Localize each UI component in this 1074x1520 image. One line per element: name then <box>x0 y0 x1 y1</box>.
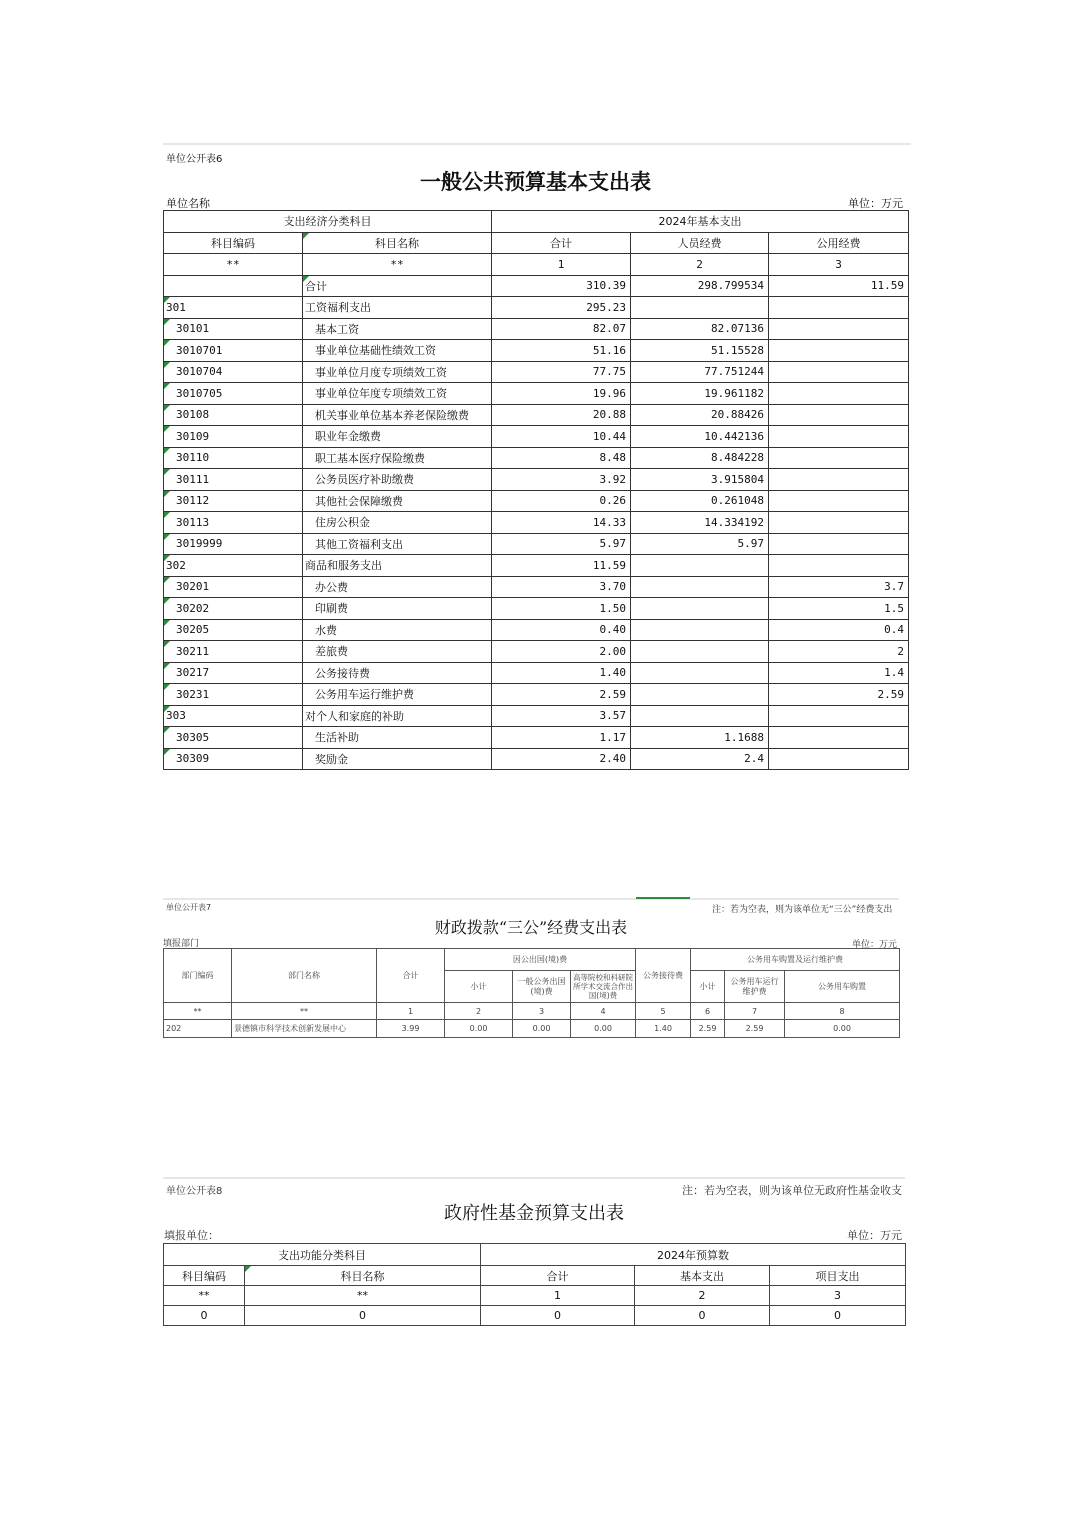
col-project-expenditure: 项目支出 <box>770 1266 906 1286</box>
h-vehicle-subtotal: 小计 <box>691 971 725 1003</box>
table-row <box>164 361 909 383</box>
subject-code-cell: 30309 <box>164 748 303 770</box>
total-name-cell: 合计 <box>303 275 492 297</box>
personnel-cell: 77.751244 <box>631 361 769 383</box>
subject-code-cell: 30211 <box>164 641 303 663</box>
public-cell: 0.4 <box>769 619 909 641</box>
public-cell <box>769 705 909 727</box>
h-vehicle-expense: 公务用车购置及运行维护费 <box>691 949 900 971</box>
personnel-cell <box>631 705 769 727</box>
total-cell: 295.23 <box>492 297 631 319</box>
public-cell: 3.7 <box>769 576 909 598</box>
subject-code-cell: 3010704 <box>164 361 303 383</box>
subject-name-cell: 公务用车运行维护费 <box>303 684 492 706</box>
public-cell <box>769 426 909 448</box>
table-row <box>164 383 909 405</box>
subject-code-cell: 30205 <box>164 619 303 641</box>
data-cell: 0.00 <box>571 1020 636 1038</box>
total-cell: 2.59 <box>492 684 631 706</box>
col-basic-expenditure: 基本支出 <box>635 1266 770 1286</box>
subject-code-cell: 30113 <box>164 512 303 534</box>
data-cell: 0.00 <box>445 1020 513 1038</box>
table-row <box>164 512 909 534</box>
subject-name-cell: 职业年金缴费 <box>303 426 492 448</box>
total-cell: 20.88 <box>492 404 631 426</box>
table-row <box>164 469 909 491</box>
index-cell: 2 <box>445 1003 513 1020</box>
subject-code-cell: 30110 <box>164 447 303 469</box>
subject-name-cell: 机关事业单位基本养老保险缴费 <box>303 404 492 426</box>
table-row <box>164 340 909 362</box>
col-total: 合计 <box>492 232 631 254</box>
total-cell: 2.40 <box>492 748 631 770</box>
total-cell: 8.48 <box>492 447 631 469</box>
subject-code-cell: 30101 <box>164 318 303 340</box>
unit-name-label: 单位名称 <box>166 197 210 210</box>
subject-name-cell: 事业单位年度专项绩效工资 <box>303 383 492 405</box>
subject-name-cell: 事业单位月度专项绩效工资 <box>303 361 492 383</box>
h-vehicle-buy: 公务用车购置 <box>785 971 900 1003</box>
col-subject-code: 科目编码 <box>164 232 303 254</box>
total-cell: 19.96 <box>492 383 631 405</box>
table3-title: 政府性基金预算支出表 <box>444 1203 624 1224</box>
personnel-cell: 14.334192 <box>631 512 769 534</box>
public-cell: 1.4 <box>769 662 909 684</box>
personnel-cell: 1.1688 <box>631 727 769 749</box>
h-reception-expense: 公务接待费 <box>636 949 691 1003</box>
index-cell: 3 <box>513 1003 571 1020</box>
index-cell: 5 <box>636 1003 691 1020</box>
h-dept-code: 部门编码 <box>164 949 232 1003</box>
table2-note: 注：若为空表，则为该单位无“三公”经费支出 <box>712 905 893 915</box>
table3-group-header-row <box>164 1244 906 1266</box>
col-total: 合计 <box>481 1266 635 1286</box>
data-cell: 0 <box>635 1306 770 1326</box>
table-row <box>164 619 909 641</box>
subject-code-cell: 302 <box>164 555 303 577</box>
personnel-cell: 3.915804 <box>631 469 769 491</box>
index-cell: ** <box>245 1286 481 1306</box>
general-budget-basic-expenditure-table <box>163 210 909 770</box>
table3-index-row <box>164 1286 906 1306</box>
sheet2-selection-marker <box>636 897 690 899</box>
table-row <box>164 555 909 577</box>
table-row <box>164 705 909 727</box>
total-sum-cell: 310.39 <box>492 275 631 297</box>
subject-name-cell: 住房公积金 <box>303 512 492 534</box>
col-subject-name: 科目名称 <box>303 232 492 254</box>
personnel-cell: 2.4 <box>631 748 769 770</box>
personnel-cell: 10.442136 <box>631 426 769 448</box>
subject-code-cell: 30111 <box>164 469 303 491</box>
total-personnel-cell: 298.799534 <box>631 275 769 297</box>
subject-code-cell: 3010701 <box>164 340 303 362</box>
total-cell: 1.40 <box>492 662 631 684</box>
h-abroad-expense: 因公出国(境)费 <box>445 949 636 971</box>
h-vehicle-run: 公务用车运行维护费 <box>725 971 785 1003</box>
table2-header-row-1 <box>164 949 900 971</box>
total-public-cell: 11.59 <box>769 275 909 297</box>
h-abroad-subtotal: 小计 <box>445 971 513 1003</box>
sheet2-top-border <box>163 898 899 900</box>
subject-name-cell: 工资福利支出 <box>303 297 492 319</box>
public-cell: 1.5 <box>769 598 909 620</box>
h-general-abroad: 一般公务出国(境)费 <box>513 971 571 1003</box>
personnel-cell: 5.97 <box>631 533 769 555</box>
subject-code-cell: 30201 <box>164 576 303 598</box>
table1-title: 一般公共预算基本支出表 <box>420 169 651 194</box>
index-cell: 8 <box>785 1003 900 1020</box>
table1-group-header-row <box>164 211 909 233</box>
data-cell: 3.99 <box>377 1020 445 1038</box>
personnel-cell <box>631 619 769 641</box>
public-cell: 2.59 <box>769 684 909 706</box>
public-cell <box>769 404 909 426</box>
subject-name-cell: 事业单位基础性绩效工资 <box>303 340 492 362</box>
index-cell: 2 <box>635 1286 770 1306</box>
index-cell: 1 <box>492 254 631 276</box>
data-cell: 202 <box>164 1020 232 1038</box>
form-label-6: 单位公开表6 <box>166 154 223 165</box>
index-cell: 2 <box>631 254 769 276</box>
col-subject-code: 科目编码 <box>164 1266 245 1286</box>
unit-label-3: 单位：万元 <box>847 1229 902 1242</box>
total-cell: 5.97 <box>492 533 631 555</box>
index-cell: ** <box>232 1003 377 1020</box>
subject-name-cell: 职工基本医疗保险缴费 <box>303 447 492 469</box>
total-cell: 3.92 <box>492 469 631 491</box>
subject-name-cell: 公务员医疗补助缴费 <box>303 469 492 491</box>
form-label-7: 单位公开表7 <box>166 903 212 912</box>
total-cell: 10.44 <box>492 426 631 448</box>
data-cell: 0.00 <box>785 1020 900 1038</box>
personnel-cell: 51.15528 <box>631 340 769 362</box>
subject-name-cell: 办公费 <box>303 576 492 598</box>
table-row <box>164 684 909 706</box>
index-cell: ** <box>164 254 303 276</box>
subject-name-cell: 基本工资 <box>303 318 492 340</box>
total-cell: 3.57 <box>492 705 631 727</box>
table-row <box>164 748 909 770</box>
public-cell <box>769 340 909 362</box>
personnel-cell: 8.484228 <box>631 447 769 469</box>
sheet3-top-border <box>163 1177 905 1179</box>
table3-data-row <box>164 1306 906 1326</box>
data-cell: 0 <box>481 1306 635 1326</box>
total-cell: 1.50 <box>492 598 631 620</box>
index-cell: ** <box>164 1003 232 1020</box>
personnel-cell <box>631 662 769 684</box>
personnel-cell: 82.07136 <box>631 318 769 340</box>
table-row <box>164 447 909 469</box>
index-cell: 4 <box>571 1003 636 1020</box>
public-cell <box>769 383 909 405</box>
subject-name-cell: 水费 <box>303 619 492 641</box>
table2-index-row <box>164 1003 900 1020</box>
total-code-cell <box>164 275 303 297</box>
public-cell <box>769 297 909 319</box>
table-row <box>164 426 909 448</box>
data-cell: 2.59 <box>725 1020 785 1038</box>
subject-code-cell: 30231 <box>164 684 303 706</box>
table3-note: 注：若为空表，则为该单位无政府性基金收支 <box>682 1184 902 1197</box>
form-label-8: 单位公开表8 <box>166 1186 223 1197</box>
table-row <box>164 318 909 340</box>
table-row <box>164 641 909 663</box>
h-dept-name: 部门名称 <box>232 949 377 1003</box>
personnel-cell: 0.261048 <box>631 490 769 512</box>
index-cell: 1 <box>481 1286 635 1306</box>
sheet1-top-border <box>163 143 911 145</box>
total-cell: 1.17 <box>492 727 631 749</box>
subject-code-cell: 30109 <box>164 426 303 448</box>
personnel-cell <box>631 684 769 706</box>
total-cell: 0.40 <box>492 619 631 641</box>
table1-total-row <box>164 275 909 297</box>
header-function-classification: 支出功能分类科目 <box>164 1244 481 1266</box>
subject-name-cell: 生活补助 <box>303 727 492 749</box>
table2-data-row <box>164 1020 900 1038</box>
public-cell <box>769 469 909 491</box>
header-2024-budget: 2024年预算数 <box>481 1244 906 1266</box>
table-row <box>164 297 909 319</box>
total-cell: 3.70 <box>492 576 631 598</box>
fill-dept-label: 填报部门 <box>163 939 200 949</box>
subject-name-cell: 其他工资福利支出 <box>303 533 492 555</box>
table-row <box>164 404 909 426</box>
subject-code-cell: 30202 <box>164 598 303 620</box>
subject-code-cell: 301 <box>164 297 303 319</box>
table1-body <box>164 297 909 770</box>
index-cell: ** <box>164 1286 245 1306</box>
total-cell: 14.33 <box>492 512 631 534</box>
col-public-expense: 公用经费 <box>769 232 909 254</box>
personnel-cell <box>631 641 769 663</box>
data-cell: 0.00 <box>513 1020 571 1038</box>
h-total: 合计 <box>377 949 445 1003</box>
data-cell: 2.59 <box>691 1020 725 1038</box>
table-row <box>164 533 909 555</box>
subject-name-cell: 其他社会保障缴费 <box>303 490 492 512</box>
subject-code-cell: 3019999 <box>164 533 303 555</box>
index-cell: 3 <box>770 1286 906 1306</box>
data-cell: 1.40 <box>636 1020 691 1038</box>
subject-name-cell: 差旅费 <box>303 641 492 663</box>
public-cell <box>769 533 909 555</box>
total-cell: 11.59 <box>492 555 631 577</box>
subject-code-cell: 303 <box>164 705 303 727</box>
total-cell: 82.07 <box>492 318 631 340</box>
personnel-cell <box>631 598 769 620</box>
unit-label-1: 单位：万元 <box>848 197 903 210</box>
total-cell: 0.26 <box>492 490 631 512</box>
public-cell <box>769 727 909 749</box>
subject-code-cell: 30217 <box>164 662 303 684</box>
data-cell: 0 <box>770 1306 906 1326</box>
subject-name-cell: 商品和服务支出 <box>303 555 492 577</box>
table-row <box>164 576 909 598</box>
h-academic-abroad: 高等院校和科研院所学术交流合作出国(境)费 <box>571 971 636 1003</box>
table1-index-row <box>164 254 909 276</box>
personnel-cell: 19.961182 <box>631 383 769 405</box>
public-cell: 2 <box>769 641 909 663</box>
index-cell: 3 <box>769 254 909 276</box>
index-cell: 6 <box>691 1003 725 1020</box>
personnel-cell <box>631 297 769 319</box>
total-cell: 51.16 <box>492 340 631 362</box>
subject-code-cell: 30108 <box>164 404 303 426</box>
subject-name-cell: 对个人和家庭的补助 <box>303 705 492 727</box>
table1-column-header-row <box>164 232 909 254</box>
data-cell: 0 <box>245 1306 481 1326</box>
public-cell <box>769 748 909 770</box>
three-public-expenses-table <box>163 948 900 1038</box>
total-cell: 2.00 <box>492 641 631 663</box>
personnel-cell <box>631 555 769 577</box>
table3-column-header-row <box>164 1266 906 1286</box>
public-cell <box>769 447 909 469</box>
index-cell: ** <box>303 254 492 276</box>
subject-code-cell: 3010705 <box>164 383 303 405</box>
subject-name-cell: 奖励金 <box>303 748 492 770</box>
col-personnel-expense: 人员经费 <box>631 232 769 254</box>
data-cell: 景德镇市科学技术创新发展中心 <box>232 1020 377 1038</box>
table2-title: 财政拨款“三公”经费支出表 <box>434 918 628 937</box>
government-fund-budget-table <box>163 1243 906 1326</box>
fill-unit-label: 填报单位： <box>164 1229 219 1242</box>
table-row <box>164 490 909 512</box>
index-cell: 1 <box>377 1003 445 1020</box>
personnel-cell: 20.88426 <box>631 404 769 426</box>
col-subject-name: 科目名称 <box>245 1266 481 1286</box>
header-2024-basic-expenditure: 2024年基本支出 <box>492 211 909 233</box>
public-cell <box>769 555 909 577</box>
subject-name-cell: 印刷费 <box>303 598 492 620</box>
header-economic-classification: 支出经济分类科目 <box>164 211 492 233</box>
table-row <box>164 727 909 749</box>
total-cell: 77.75 <box>492 361 631 383</box>
public-cell <box>769 361 909 383</box>
subject-name-cell: 公务接待费 <box>303 662 492 684</box>
personnel-cell <box>631 576 769 598</box>
index-cell: 7 <box>725 1003 785 1020</box>
subject-code-cell: 30112 <box>164 490 303 512</box>
public-cell <box>769 318 909 340</box>
table-row <box>164 662 909 684</box>
public-cell <box>769 490 909 512</box>
subject-code-cell: 30305 <box>164 727 303 749</box>
public-cell <box>769 512 909 534</box>
unit-label-2: 单位：万元 <box>852 940 898 950</box>
table-row <box>164 598 909 620</box>
data-cell: 0 <box>164 1306 245 1326</box>
